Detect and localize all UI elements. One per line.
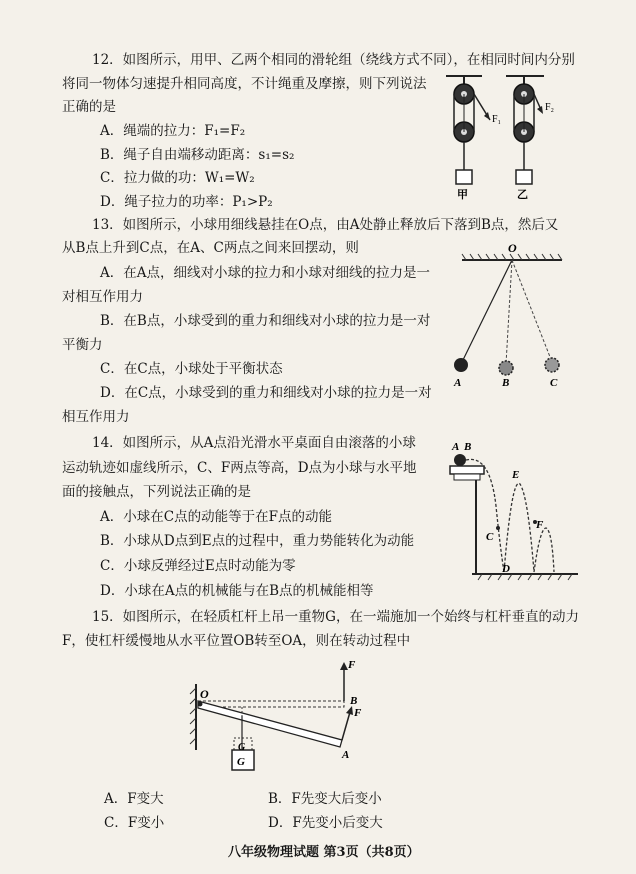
label-g-dashed: G [238, 742, 246, 753]
q14-stem-line-1: 14．如图所示，从A点沿光滑水平桌面自由滚落的小球 [92, 435, 416, 451]
label-a: A [452, 441, 460, 453]
label-b: B [464, 441, 472, 453]
q12-option-a: A．绳端的拉力：F₁=F₂ [100, 123, 246, 139]
label-b: B [350, 695, 358, 707]
label-f-mid: F [354, 707, 362, 719]
label-e: E [512, 469, 520, 481]
q13-option-a-cont: 对相互作用力 [62, 289, 143, 305]
q12-option-d: D．绳子拉力的功率：P₁>P₂ [100, 194, 273, 210]
q13-option-a: A．在A点，细线对小球的拉力和小球对细线的拉力是一 [100, 265, 430, 281]
q15-option-b: B．F先变大后变小 [268, 791, 382, 807]
q14-option-a: A．小球在C点的动能等于在F点的动能 [100, 509, 332, 525]
q15-option-d: D．F先变小后变大 [268, 815, 383, 831]
q14-option-d: D．小球在A点的机械能与在B点的机械能相等 [100, 583, 374, 599]
q15-stem-line-2: F，使杠杆缓慢地从水平位置OB转至OA，则在转动过程中 [62, 633, 411, 649]
label-g-solid: G [237, 756, 245, 768]
label-yi: 乙 [517, 189, 528, 201]
label-o: O [200, 687, 209, 701]
q14-option-c: C．小球反弹经过E点时动能为零 [100, 558, 296, 574]
q13-option-d-cont: 相互作用力 [62, 409, 130, 425]
q12-stem-line-2: 将同一物体匀速提升相同高度，不计绳重及摩擦，则下列说法 [62, 76, 427, 92]
label-f1: F₁ [492, 114, 502, 125]
label-a: A [342, 749, 350, 761]
label-jia: 甲 [457, 189, 468, 201]
q14-stem-line-2: 运动轨迹如虚线所示，C、F两点等高，D点为小球与水平地 [62, 460, 417, 476]
page-footer: 八年级物理试题 第3页（共8页） [228, 845, 420, 860]
q13-option-d: D．在C点，小球受到的重力和细线对小球的拉力是一对 [100, 385, 432, 401]
label-a: A [454, 377, 462, 388]
q13-stem-line-2: 从B点上升到C点，在A、C两点之间来回摆动，则 [62, 240, 359, 256]
q14-stem-line-3: 面的接触点，下列说法正确的是 [62, 484, 251, 500]
label-d: D [502, 563, 510, 575]
q13-option-b: B．在B点，小球受到的重力和细线对小球的拉力是一对 [100, 313, 431, 329]
q15-option-c: C．F变小 [104, 815, 165, 831]
bouncing-ball-figure [442, 436, 582, 586]
q13-option-b-cont: 平衡力 [62, 337, 103, 353]
label-f: F [536, 519, 544, 531]
label-f2: F₂ [545, 102, 555, 113]
lever-figure [182, 654, 382, 776]
label-b: B [502, 377, 510, 388]
label-c: C [550, 377, 558, 388]
q12-stem-line-1: 12．如图所示，用甲、乙两个相同的滑轮组（绕线方式不同），在相同时间内分别 [92, 52, 575, 68]
q12-option-c: C．拉力做的功：W₁=W₂ [100, 170, 255, 186]
pendulum-figure [440, 238, 580, 388]
q13-option-c: C．在C点，小球处于平衡状态 [100, 361, 283, 377]
q12-stem-line-3: 正确的是 [62, 99, 116, 115]
q15-stem-line-1: 15．如图所示，在轻质杠杆上吊一重物G，在一端施加一个始终与杠杆垂直的动力 [92, 609, 579, 625]
label-o: O [508, 241, 517, 255]
label-f-top: F [348, 659, 356, 671]
label-c: C [486, 531, 494, 543]
q12-option-b: B．绳子自由端移动距离：s₁=s₂ [100, 147, 295, 163]
pulley-figure [432, 72, 568, 202]
q13-stem-line-1: 13．如图所示，小球用细线悬挂在O点，由A处静止释放后下落到B点，然后又 [92, 217, 559, 233]
q15-option-a: A．F变大 [104, 791, 164, 807]
q14-option-b: B．小球从D点到E点的过程中，重力势能转化为动能 [100, 533, 415, 549]
